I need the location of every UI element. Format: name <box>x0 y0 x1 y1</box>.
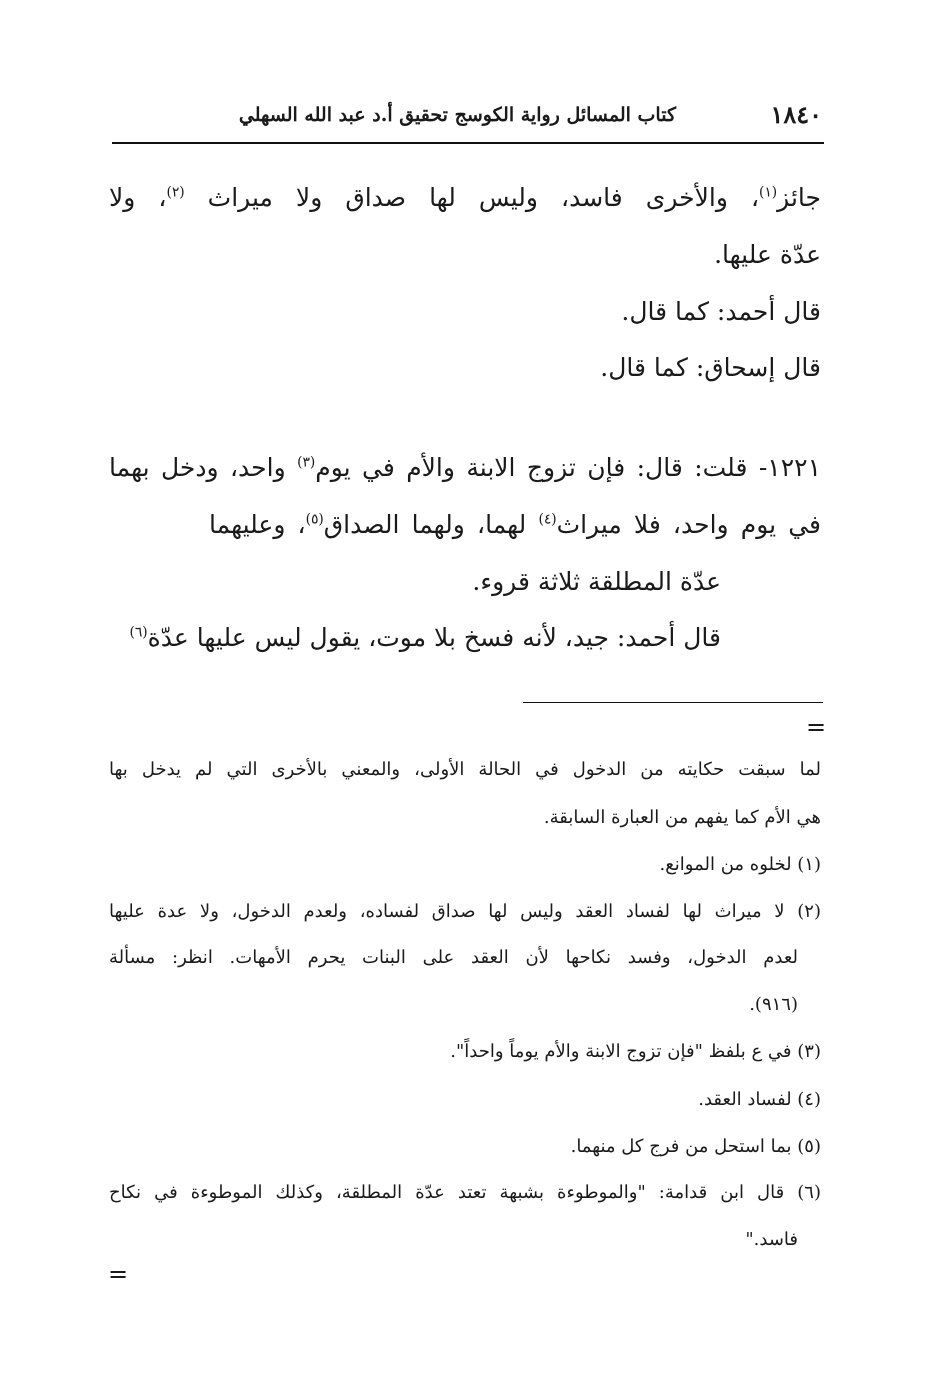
continuation-mark: = <box>806 713 827 741</box>
main-line: قال أحمد: كما قال. <box>621 297 821 326</box>
footnote-ref: (٦) <box>129 624 148 641</box>
footnote-5: (٥) بما استحل من فرج كل منهما. <box>570 1136 821 1157</box>
footnote-4: (٤) لفساد العقد. <box>698 1089 821 1110</box>
page-number: ١٨٤٠ <box>770 100 822 129</box>
footnote-line: هي الأم كما يفهم من العبارة السابقة. <box>543 807 821 828</box>
main-line: عدّة المطلقة ثلاثة قروء. <box>472 567 721 596</box>
footnote-line: لما سبقت حكايته من الدخول في الحالة الأولى، والمعني بالأخرى التي لم يدخل بها <box>109 759 821 780</box>
running-title: كتاب المسائل رواية الكوسج تحقيق أ.د عبد الله السهلي <box>238 104 676 126</box>
main-line: قال إسحاق: كما قال. <box>600 353 821 382</box>
header-rule <box>112 142 824 144</box>
page-header <box>112 96 824 136</box>
footnote-ref: (١) <box>759 184 778 201</box>
main-line: جائز$^{(١)}$، والأخرى فاسد، وليس لها صداق ولا ميراث $^{(٢)}$، ولا <box>109 183 821 212</box>
footnote-separator <box>523 702 823 703</box>
footnote-ref: (٤) <box>538 511 557 528</box>
footnote-ref: (٢) <box>166 184 185 201</box>
issue-first-line: ١٢٢١- قلت: قال: فإن تزوج الابنة والأم في يوم$^{(٣)}$ واحد، ودخل بهما <box>109 453 821 482</box>
footnote-ref: (٣) <box>297 454 316 471</box>
footnote-1: (١) لخلوه من الموانع. <box>659 854 821 875</box>
main-line: عدّة عليها. <box>714 240 821 269</box>
footnote-line: لعدم الدخول، وفسد نكاحها لأن العقد على البنات يحرم الأمهات. انظر: مسألة <box>109 947 798 968</box>
footnote-line: فاسد." <box>745 1229 798 1250</box>
footnote-3: (٣) في ع بلفظ "فإن تزوج الابنة والأم يوماً واحداً". <box>450 1041 821 1062</box>
continuation-mark: = <box>108 1260 129 1288</box>
footnote-6: (٦) قال ابن قدامة: "والموطوءة بشبهة تعتد عدّة المطلقة، وكذلك الموطوءة في نكاح <box>109 1182 821 1203</box>
footnote-2: (٢) لا ميراث لها لفساد العقد وليس لها صداق لفساده، ولعدم الدخول، ولا عدة عليها <box>109 901 821 922</box>
footnote-line: (٩١٦). <box>749 994 798 1015</box>
main-line: في يوم واحد، فلا ميراث$^{(٤)}$ لهما، ولهما الصداق$^{(٥)}$، وعليهما <box>209 510 821 539</box>
main-line: قال أحمد: جيد، لأنه فسخ بلا موت، يقول ليس عليها عدّة$^{(٦)}$ <box>129 623 721 652</box>
issue-number: ١٢٢١ <box>767 453 821 482</box>
footnote-ref: (٥) <box>305 511 324 528</box>
